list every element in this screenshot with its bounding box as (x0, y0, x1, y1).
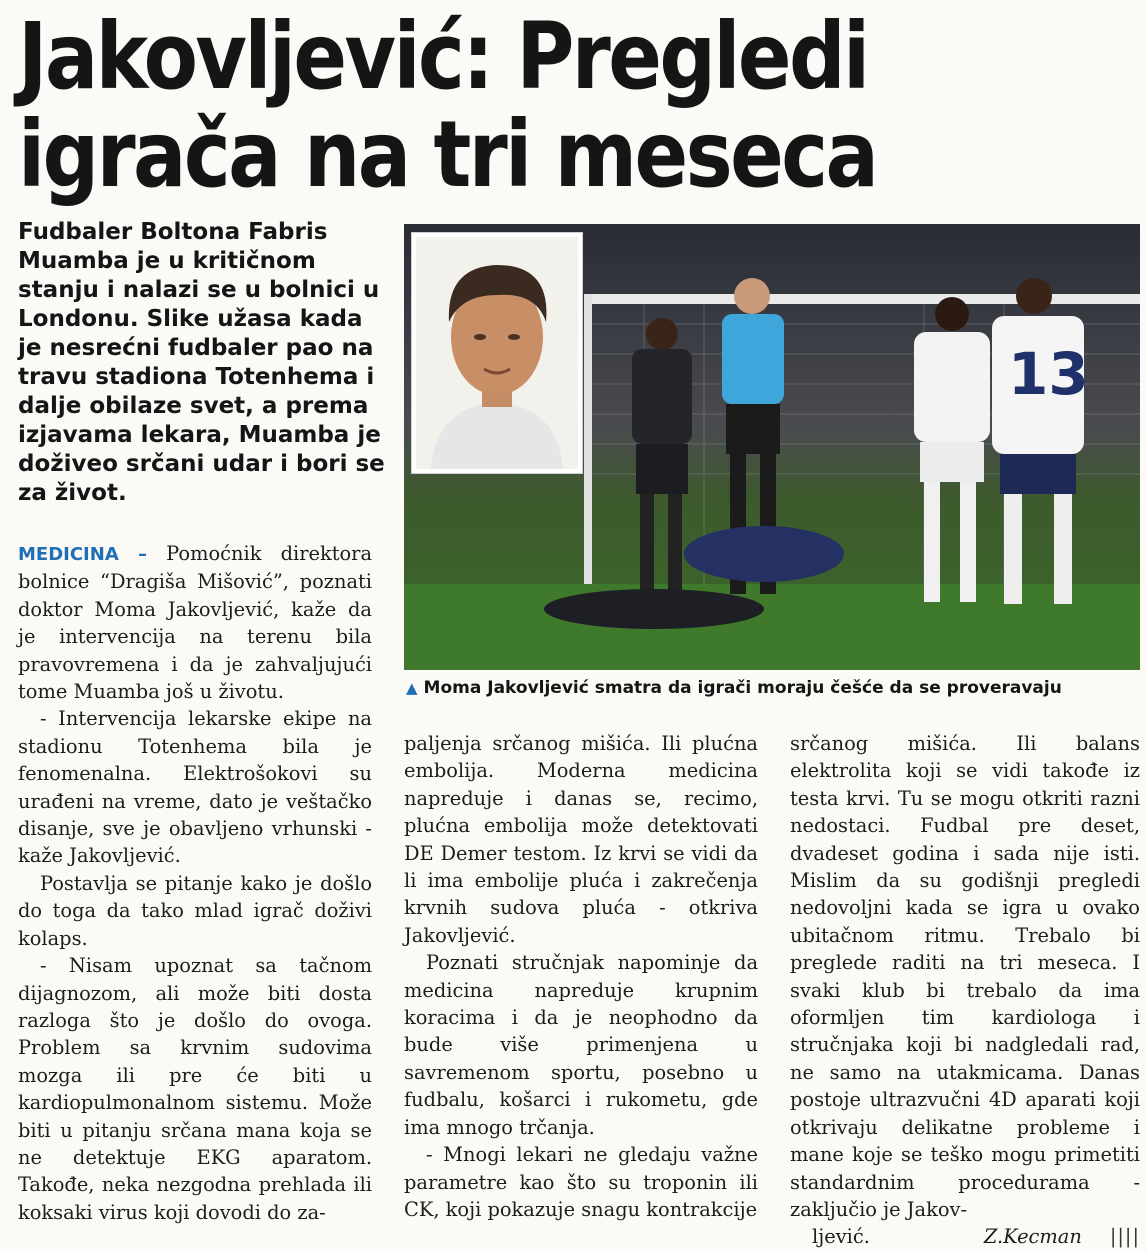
author-name: Z.Kecman (983, 1225, 1082, 1249)
pitch (404, 584, 1140, 670)
paragraph-3: Postavlja se pitanje kako je došlo do toga da tako mlad igrač doživi kolaps. (18, 871, 372, 950)
signature-row (790, 1223, 1140, 1250)
goal-crossbar (584, 294, 1140, 304)
tottenham-player-figure-1 (914, 297, 990, 602)
article-column-2 (404, 730, 758, 1223)
paragraph-6: Poznati stručnjak napominje da medicina napreduje krupnim koracima i da je neophodno da bude više primenjena u savremenom sportu, posebno u fudbalu, košarci i rukometu, gde ima mnogo trčanja. (404, 951, 758, 1139)
tottenham-player-figure-13 (992, 278, 1089, 604)
paragraph-5: paljenja srčanog mišića. Ili plućna embolija. Moderna medicina napreduje i danas se, recimo, plućna embolija može detektovati DE Demer testom. Iz krvi se vidi da li ima embolije pluća i zakrečenja krvnih sudova pluća - otkriva Jakovljević. (404, 732, 758, 947)
paragraph-7: - Mnogi lekari ne gledaju važne parametre kao što su troponin ili CK, koji pokazuje snagu kontrakcije (404, 1143, 758, 1221)
headline-line-1: Jakovljević: Pregledi (18, 3, 868, 110)
paragraph-4: - Nisam upoznat sa tačnom dijagnozom, ali može biti dosta razloga što je došlo do ovoga. Problem sa krvnim sudovima mozga ili pre će biti u kardiopulmonalnom sistemu. Može biti u pitanju srčana mana koja se ne detektuje EKG aparatom. Takođe, neka nezgodna prehlada ili koksaki virus koji dovodi do za- (18, 954, 372, 1224)
bolton-player-figure (632, 318, 692, 594)
headline-line-2: igrača na tri meseca (18, 101, 877, 208)
article-column-3 (790, 730, 1140, 1251)
portrait-illustration (416, 237, 578, 469)
goal-post (584, 294, 592, 594)
caption-text: Moma Jakovljević smatra da igrači moraju češće da se proveravaju (423, 678, 1062, 698)
article-column-1 (18, 540, 372, 1226)
headline (18, 3, 981, 208)
jersey-number: 13 (1008, 340, 1089, 408)
kicker: MEDICINA – (18, 544, 147, 565)
paragraph-2: - Intervencija lekarske ekipe na stadionu Totenhema bila je fenomenalna. Elektrošokovi su urađeni na vreme, dato je veštačko disanje, sve je obavljeno vrhunski - kaže Jakovljević. (18, 707, 372, 868)
paragraph-8: srčanog mišića. Ili balans elektrolita koji se vidi takođe iz testa krvi. Tu se mogu otkriti razni nedostaci. Fudbal pre deset, dvadeset godina i sada nije isti. Mislim da su godišnji pregledi nedovoljni kada se igra u ovako ubitačnom ritmu. Trebalo bi preglede raditi na tri meseca. I svaki klub bi trebalo da ima oformljen tim kardiologa i stručnjaka koji bi nadgledali rad, ne samo na utakmicama. Danas postoje ultrazvučni 4D aparati koji otkrivaju delikatne probleme i mane koje se teško mogu primetiti standardnim procedurama - zaključio je Jakov- (790, 732, 1140, 1221)
last-line: ljević. (812, 1225, 870, 1249)
photo-caption (406, 678, 1146, 698)
lead-paragraph: Fudbaler Boltona Fabris Muamba je u kritičnom stanju i nalazi se u bolnici u Londonu. Slike užasa kada je nesrećni fudbaler pao na travu stadiona Totenhema i dalje obilaze svet, a prema izjavama lekara, Muamba je doživeo srčani udar i bori se za život. (18, 219, 385, 506)
end-mark: |||| (1109, 1225, 1140, 1249)
caption-triangle-icon: ▲ (406, 679, 418, 697)
portrait-inset (412, 233, 582, 473)
paragraph-1: MEDICINA – Pomoćnik direktora bolnice “Dragiša Mišović”, poznati doktor Moma Jakovljević, kaže da je intervencija na terenu bila pravovremena i da je zahvaljujući tome Muamba još u životu. (18, 542, 372, 704)
